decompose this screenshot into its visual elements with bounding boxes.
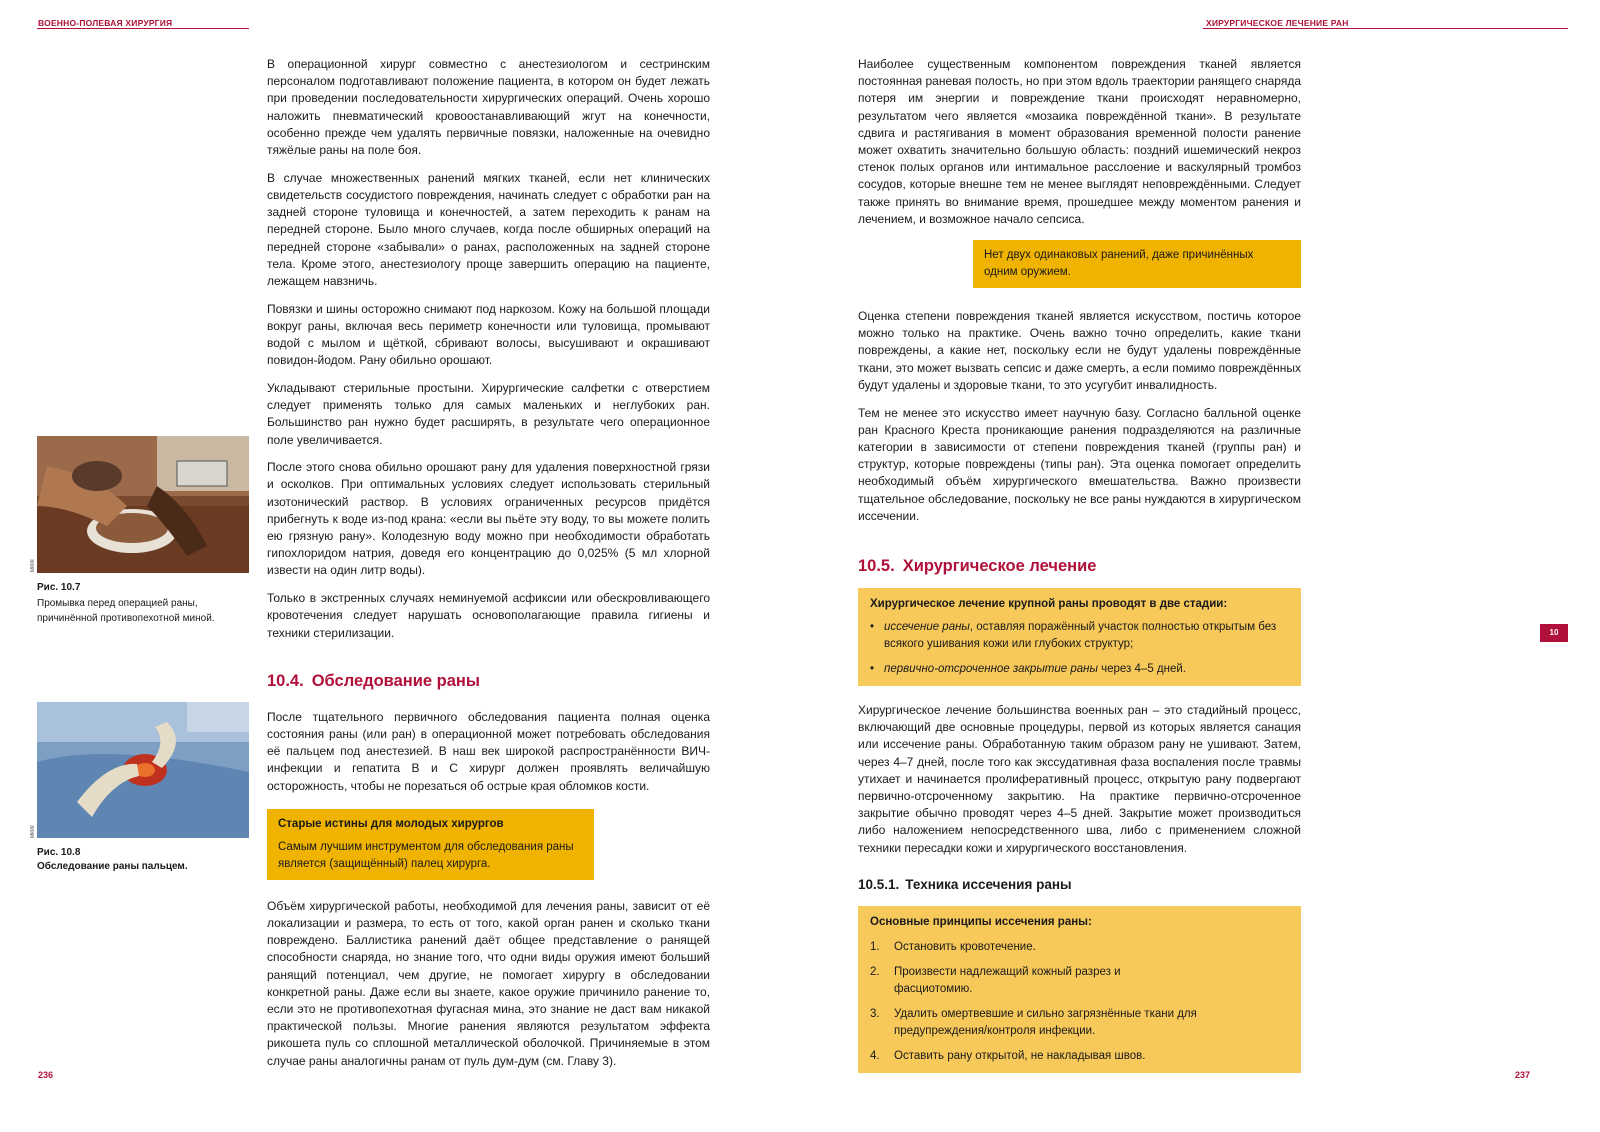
paragraph: Оценка степени повреждения тканей является искусством, постичь которое можно только на практике. Очень важно точно определить, какие ткани повреждены, а какие нет, поскольку если не будут удалены повреждённые ткани, это может вызвать сепсис и даже смерть, а если помимо повреждённых будут удалены и здоровые ткани, то это усугубит инвалидность. xyxy=(858,309,1301,392)
list-item-number: 4. xyxy=(870,1049,880,1062)
running-header-left: ВОЕННО-ПОЛЕВАЯ ХИРУРГИЯ xyxy=(38,18,173,28)
header-rule-left xyxy=(37,28,249,29)
paragraph: После этого снова обильно орошают рану для удаления поверхностной грязи и осколков. При оптимальных условиях следует использовать стерильный изотонический раствор. В условиях ограниченных ресурсов придётся прибегнуть к воде из-под крана: «если вы пьёте эту воду, то вы можете полить ею грязную рану». Колодезную воду можно при необходимости обработать гипохлоридом натрия, доведя его концентрацию до 0,025% (5 мл хлорной извести на один литр воды). xyxy=(267,460,710,578)
paragraph: Хирургическое лечение большинства военных ран – это стадийный процесс, включающий две основные процедуры, первой из которых является санация или иссечение раны. Обработанную таким образом рану не ушивают. Затем, через 4–7 дней, после того как экссудативная фаза воспаления после травмы утихает и начинается пролиферативный процесс, открытую рану подвергают первично-отсроченному закрытию. На практике первично-отсроченное закрытие обычно проводят через 4–5 дней. Закрытие может производиться либо наложением непосредственного шва, либо с применением сложной техники пересадки кожи и хирургического восстановления. xyxy=(858,702,1301,855)
list-item-number: 3. xyxy=(870,1007,880,1020)
paragraph: Объём хирургической работы, необходимой для лечения раны, зависит от её локализации и размера, то есть от того, какой орган ранен и сколько ткани повреждено. Баллистика ранений даёт общее представление о ранящей способности снаряда, но знание того, что одни виды оружия имеют больший ранящий потенциал, чем другие, не помогает хирургу в обследовании конкретной раны. Даже если вы знаете, какое оружие причинило ранение то, если это не противопехотная фугасная мина, это знание не даст вам никакой практической пользы. Многие ранения являются результатом эффекта рикошета пуль со сплошной металлической оболочкой. Причиняемые в этом случае раны аналогичны ранам от пуль дум-дум (см. Главу 3). xyxy=(267,898,710,1068)
paragraph: Укладывают стерильные простыни. Хирургические салфетки с отверстием следует применять только для самых маленьких и неглубоких ран. Большинство ран нужно будет расширять, в результате чего операционное поле увеличивается. xyxy=(267,380,710,447)
section-heading-10-4 xyxy=(267,672,710,691)
list-item-number: 2. xyxy=(870,965,880,978)
section-heading-10-5 xyxy=(858,557,1301,576)
section-title: Обследование раны xyxy=(311,671,480,690)
figure-photo-10-7 xyxy=(37,436,249,573)
principles-box-title: Основные принципы иссечения раны: xyxy=(870,915,1092,928)
stages-box-title: Хирургическое лечение крупной раны проводят в две стадии: xyxy=(870,597,1228,610)
list-item-text: Оставить рану открытой, не накладывая швов. xyxy=(894,1049,1146,1062)
figure-caption-text: Промывка перед операцией раны, причинённой противопехотной миной. xyxy=(37,598,215,624)
figure-title: Рис. 10.7 xyxy=(37,582,81,593)
list-item-emphasis: первично-отсроченное закрытие раны xyxy=(884,662,1098,675)
right-column xyxy=(858,56,1301,1073)
wound-washing-photo-icon xyxy=(37,436,249,573)
paragraph: После тщательного первичного обследования пациента полная оценка состояния раны (или ран) в операционной может потребовать обследования её пальцем под анестезией. В наш век широкой распространённости ВИЧ-инфекции и гепатита В и С хирург должен проявлять величайшую осторожность, чтобы не порезаться об острые края обломков кости. xyxy=(267,709,710,793)
paragraph: Только в экстренных случаях неминуемой асфиксии или обескровливающего кровотечения следует нарушать основополагающие правила гигиены и техники стерилизации. xyxy=(267,591,710,640)
figure-photo-10-8 xyxy=(37,702,249,838)
list-item xyxy=(870,661,1289,678)
tip-box-text: Самым лучшим инструментом для обследования раны является (защищённый) палец хирурга. xyxy=(278,840,574,870)
section-number: 10.4. xyxy=(267,671,304,690)
list-item xyxy=(870,1048,1289,1065)
page-number-left: 236 xyxy=(38,1070,54,1080)
figure-caption-text: Обследование раны пальцем. xyxy=(37,861,188,872)
photo-credit: МККК xyxy=(30,559,36,572)
tip-box xyxy=(267,809,594,880)
paragraph: Наиболее существенным компонентом повреждения тканей является постоянная раневая полость, но при этом вдоль траектории ранящего снаряда потеря им энергии и повреждение ткани происходят неравномерно, результатом чего является «мозаика повреждённой ткани». В результате сдвига и растягивания в момент образования временной полости ранение может охватить значительно большую область: поздний ишемический некроз стенок полых органов или интимальное расслоение и васкулярный тромбоз сосудов, которые внешне тем не менее выглядят неповреждёнными. Следует также принять во внимание время, прошедшее между моментом ранения и лечением, и возможное начало сепсиса. xyxy=(858,57,1301,226)
figure-title: Рис. 10.8 xyxy=(37,847,81,858)
finger-exam-photo-icon xyxy=(37,702,249,838)
list-item-number: 1. xyxy=(870,940,880,953)
principles-box xyxy=(858,906,1301,1073)
tip-box-title: Старые истины для молодых хирургов xyxy=(278,817,504,830)
paragraph: В операционной хирург совместно с анестезиологом и сестринским персоналом подготавливают положение пациента, в котором он будет лежать при проведении последовательности хирургических операций. Очень хорошо наложить пневматический кровоостанавливающий жгут на конечности, особенно прежде чем удалять первичные повязки, наложенные на очевидно тяжёлые раны на поле боя. xyxy=(267,57,710,158)
figure-caption-10-7 xyxy=(37,582,249,626)
list-item xyxy=(870,619,1289,653)
paragraph: Повязки и шины осторожно снимают под наркозом. Кожу на большой площади вокруг раны, включая весь периметр конечности или туловища, промывают водой с мылом и щёткой, сбривают волосы, высушивают и окрашивают повидон-йодом. Рану обильно орошают. xyxy=(267,301,710,368)
callout-box xyxy=(973,240,1301,288)
chapter-tab: 10 xyxy=(1540,624,1568,642)
page-number-right: 237 xyxy=(1515,1070,1531,1080)
list-item xyxy=(870,939,1289,956)
list-item-text: , оставляя поражённый участок полностью открытым без всякого ушивания кожи или глубоких структур; xyxy=(884,620,1277,650)
list-item-text: через 4–5 дней. xyxy=(1097,662,1186,675)
header-rule-right xyxy=(1203,28,1568,29)
list-item-text: Остановить кровотечение. xyxy=(894,940,1036,953)
section-number: 10.5. xyxy=(858,556,895,575)
photo-credit: МККК xyxy=(30,825,36,838)
list-item xyxy=(870,1006,1204,1040)
stages-box xyxy=(858,588,1301,686)
list-item-emphasis: иссечение раны xyxy=(884,620,970,633)
paragraph: Тем не менее это искусство имеет научную базу. Согласно балльной оценке ран Красного Креста проникающие ранения подразделяются на различные категории в зависимости от степени повреждения тканей (группы ран) и структур, которые повреждены (типы ран). Эта оценка помогает определить необходимый объём хирургического вмешательства. Важно произвести тщательное обследование, поскольку не все раны нуждаются в хирургическом иссечении. xyxy=(858,405,1301,523)
figure-caption-10-8 xyxy=(37,847,249,872)
subsection-number: 10.5.1. xyxy=(858,876,900,892)
list-item xyxy=(870,964,1184,998)
left-column xyxy=(267,56,710,1080)
subsection-title: Техника иссечения раны xyxy=(905,876,1072,892)
list-item-text: Произвести надлежащий кожный разрез и фасциотомию. xyxy=(894,965,1121,995)
running-header-right: ХИРУРГИЧЕСКОЕ ЛЕЧЕНИЕ РАН xyxy=(1206,18,1349,28)
paragraph: В случае множественных ранений мягких тканей, если нет клинических свидетельств сосудистого повреждения, начинать следует с обработки ран на задней стороне туловища и конечностей, а затем переходить к ранам на передней стороне. Было много случаев, когда после обширных операций на передней стороне «забывали» о ранах, расположенных на задней стороне тела. Кроме этого, анестезиологу проще завершить операцию на пациенте, лежащем навзничь. xyxy=(267,170,710,288)
section-title: Хирургическое лечение xyxy=(902,556,1097,575)
subsection-heading-10-5-1 xyxy=(858,877,1301,892)
list-item-text: Удалить омертвевшие и сильно загрязнённые ткани для предупреждения/контроля инфекции. xyxy=(894,1007,1197,1037)
callout-text: Нет двух одинаковых ранений, даже причинённых одним оружием. xyxy=(984,249,1254,279)
